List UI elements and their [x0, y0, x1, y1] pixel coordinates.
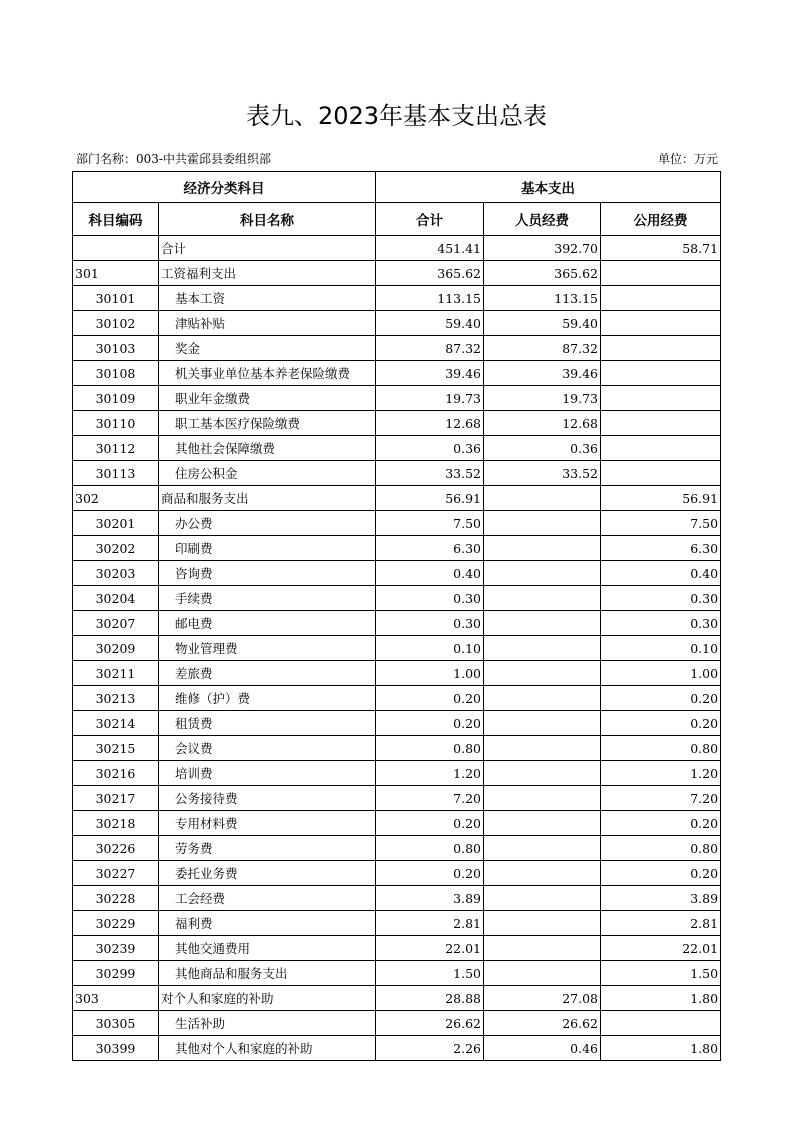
- row-public: 1.80: [601, 986, 721, 1011]
- table-row: [73, 661, 721, 686]
- row-total: 0.10: [376, 636, 484, 661]
- row-public: 3.89: [601, 886, 721, 911]
- table-row: [73, 836, 721, 861]
- row-name: 差旅费: [159, 661, 376, 686]
- row-public: 22.01: [601, 936, 721, 961]
- row-name: 其他对个人和家庭的补助: [159, 1036, 376, 1061]
- row-total: 7.50: [376, 511, 484, 536]
- row-total: 0.20: [376, 811, 484, 836]
- row-personnel: 27.08: [484, 986, 601, 1011]
- table-row: [73, 311, 721, 336]
- row-code: 302: [73, 486, 159, 511]
- row-personnel: 0.46: [484, 1036, 601, 1061]
- page-title: 表九、2023年基本支出总表: [245, 102, 548, 130]
- row-name: 办公费: [159, 511, 376, 536]
- table-row: [73, 511, 721, 536]
- row-total: 0.30: [376, 586, 484, 611]
- row-code: 30204: [73, 586, 159, 611]
- row-public: [601, 286, 721, 311]
- row-total: 0.40: [376, 561, 484, 586]
- row-personnel: [484, 661, 601, 686]
- row-personnel: [484, 561, 601, 586]
- row-total: 33.52: [376, 461, 484, 486]
- row-name: 租赁费: [159, 711, 376, 736]
- row-code: 30209: [73, 636, 159, 661]
- row-code: 303: [73, 986, 159, 1011]
- row-personnel: [484, 761, 601, 786]
- basic-expense-table: [72, 171, 721, 1061]
- header-total: 合计: [376, 203, 484, 236]
- row-personnel: [484, 736, 601, 761]
- row-total: 0.80: [376, 836, 484, 861]
- row-code: 30217: [73, 786, 159, 811]
- table-body: [73, 236, 721, 1061]
- row-public: 2.81: [601, 911, 721, 936]
- row-name: 其他交通费用: [159, 936, 376, 961]
- row-total: 59.40: [376, 311, 484, 336]
- row-code: 30226: [73, 836, 159, 861]
- row-personnel: 26.62: [484, 1011, 601, 1036]
- row-name: 维修（护）费: [159, 686, 376, 711]
- row-code: 30239: [73, 936, 159, 961]
- row-code: 30110: [73, 411, 159, 436]
- row-personnel: [484, 636, 601, 661]
- row-public: 7.50: [601, 511, 721, 536]
- row-public: 0.80: [601, 836, 721, 861]
- header-code: 科目编码: [73, 203, 159, 236]
- row-code: 30202: [73, 536, 159, 561]
- row-public: [601, 461, 721, 486]
- row-total: 6.30: [376, 536, 484, 561]
- table-row: [73, 936, 721, 961]
- row-name: 机关事业单位基本养老保险缴费: [159, 361, 376, 386]
- row-code: 30229: [73, 911, 159, 936]
- row-personnel: 19.73: [484, 386, 601, 411]
- row-personnel: 365.62: [484, 261, 601, 286]
- row-personnel: [484, 886, 601, 911]
- row-name: 商品和服务支出: [159, 486, 376, 511]
- unit-label: 单位：万元: [657, 152, 718, 166]
- row-name: 福利费: [159, 911, 376, 936]
- row-total: 0.80: [376, 736, 484, 761]
- row-public: 0.20: [601, 861, 721, 886]
- row-code: 30213: [73, 686, 159, 711]
- table-row: [73, 286, 721, 311]
- row-name: 委托业务费: [159, 861, 376, 886]
- row-personnel: [484, 836, 601, 861]
- table-row: [73, 436, 721, 461]
- row-public: [601, 336, 721, 361]
- row-public: 1.80: [601, 1036, 721, 1061]
- row-total: 0.20: [376, 861, 484, 886]
- header-basic-expense: 基本支出: [376, 172, 721, 203]
- row-code: 30113: [73, 461, 159, 486]
- table-row: [73, 711, 721, 736]
- row-public: 1.20: [601, 761, 721, 786]
- row-name: 基本工资: [159, 286, 376, 311]
- row-public: 0.20: [601, 711, 721, 736]
- row-total: 12.68: [376, 411, 484, 436]
- header-row-2: [73, 203, 721, 236]
- table-row: [73, 686, 721, 711]
- row-name: 手续费: [159, 586, 376, 611]
- row-personnel: 87.32: [484, 336, 601, 361]
- row-name: 专用材料费: [159, 811, 376, 836]
- row-name: 其他商品和服务支出: [159, 961, 376, 986]
- row-total: 26.62: [376, 1011, 484, 1036]
- table-row: [73, 261, 721, 286]
- row-name: 生活补助: [159, 1011, 376, 1036]
- row-code: 30227: [73, 861, 159, 886]
- row-public: 7.20: [601, 786, 721, 811]
- row-total: 1.20: [376, 761, 484, 786]
- row-public: [601, 386, 721, 411]
- row-name: 津贴补贴: [159, 311, 376, 336]
- table-row: [73, 811, 721, 836]
- row-personnel: [484, 536, 601, 561]
- row-total: 19.73: [376, 386, 484, 411]
- row-personnel: [484, 811, 601, 836]
- row-public: [601, 311, 721, 336]
- row-personnel: [484, 611, 601, 636]
- header-econ-class: 经济分类科目: [73, 172, 376, 203]
- table-row: [73, 561, 721, 586]
- row-total: 1.00: [376, 661, 484, 686]
- row-code: 30216: [73, 761, 159, 786]
- row-personnel: [484, 911, 601, 936]
- row-personnel: [484, 711, 601, 736]
- row-name: 邮电费: [159, 611, 376, 636]
- row-public: 56.91: [601, 486, 721, 511]
- row-total: 39.46: [376, 361, 484, 386]
- row-code: 30211: [73, 661, 159, 686]
- row-code: 30215: [73, 736, 159, 761]
- row-code: 30108: [73, 361, 159, 386]
- row-public: [601, 1011, 721, 1036]
- row-total: 3.89: [376, 886, 484, 911]
- table-row: [73, 986, 721, 1011]
- table-row: [73, 236, 721, 261]
- table-row: [73, 361, 721, 386]
- row-name: 会议费: [159, 736, 376, 761]
- row-name: 工资福利支出: [159, 261, 376, 286]
- row-total: 87.32: [376, 336, 484, 361]
- table-row: [73, 886, 721, 911]
- row-public: 0.30: [601, 611, 721, 636]
- table-row: [73, 411, 721, 436]
- row-personnel: 0.36: [484, 436, 601, 461]
- row-name: 对个人和家庭的补助: [159, 986, 376, 1011]
- row-code: 30112: [73, 436, 159, 461]
- row-public: 0.30: [601, 586, 721, 611]
- row-total: 0.36: [376, 436, 484, 461]
- row-public: 1.50: [601, 961, 721, 986]
- table-row: [73, 461, 721, 486]
- row-code: 30399: [73, 1036, 159, 1061]
- table-row: [73, 911, 721, 936]
- header-personnel: 人员经费: [484, 203, 601, 236]
- row-code: 301: [73, 261, 159, 286]
- table-row: [73, 636, 721, 661]
- row-total: 7.20: [376, 786, 484, 811]
- table-row: [73, 786, 721, 811]
- row-public: 0.20: [601, 811, 721, 836]
- row-total: 0.20: [376, 711, 484, 736]
- row-code: 30299: [73, 961, 159, 986]
- row-public: 0.10: [601, 636, 721, 661]
- row-public: [601, 361, 721, 386]
- row-total: 2.81: [376, 911, 484, 936]
- table-row: [73, 386, 721, 411]
- row-public: 1.00: [601, 661, 721, 686]
- row-total: 113.15: [376, 286, 484, 311]
- table-row: [73, 1036, 721, 1061]
- row-code: 30102: [73, 311, 159, 336]
- row-total: 22.01: [376, 936, 484, 961]
- row-code: 30201: [73, 511, 159, 536]
- row-total: 0.30: [376, 611, 484, 636]
- row-public: 0.80: [601, 736, 721, 761]
- row-personnel: [484, 511, 601, 536]
- row-name: 公务接待费: [159, 786, 376, 811]
- row-total: 28.88: [376, 986, 484, 1011]
- department-name: 部门名称：003-中共霍邱县委组织部: [76, 152, 271, 166]
- row-total: 1.50: [376, 961, 484, 986]
- row-code: 30103: [73, 336, 159, 361]
- row-personnel: [484, 936, 601, 961]
- row-name: 奖金: [159, 336, 376, 361]
- table-row: [73, 861, 721, 886]
- row-code: [73, 236, 159, 261]
- row-public: [601, 411, 721, 436]
- row-name: 合计: [159, 236, 376, 261]
- row-code: 30218: [73, 811, 159, 836]
- row-code: 30228: [73, 886, 159, 911]
- row-personnel: [484, 586, 601, 611]
- row-code: 30214: [73, 711, 159, 736]
- row-name: 其他社会保障缴费: [159, 436, 376, 461]
- row-name: 印刷费: [159, 536, 376, 561]
- row-total: 451.41: [376, 236, 484, 261]
- row-code: 30101: [73, 286, 159, 311]
- row-name: 咨询费: [159, 561, 376, 586]
- row-personnel: [484, 961, 601, 986]
- row-public: [601, 261, 721, 286]
- table-row: [73, 336, 721, 361]
- row-public: 0.20: [601, 686, 721, 711]
- row-total: 365.62: [376, 261, 484, 286]
- row-total: 2.26: [376, 1036, 484, 1061]
- row-public: 58.71: [601, 236, 721, 261]
- row-code: 30203: [73, 561, 159, 586]
- row-personnel: 12.68: [484, 411, 601, 436]
- row-public: 6.30: [601, 536, 721, 561]
- row-personnel: [484, 486, 601, 511]
- row-total: 56.91: [376, 486, 484, 511]
- row-personnel: 113.15: [484, 286, 601, 311]
- row-public: 0.40: [601, 561, 721, 586]
- table-row: [73, 1011, 721, 1036]
- row-personnel: 59.40: [484, 311, 601, 336]
- row-personnel: 33.52: [484, 461, 601, 486]
- row-personnel: 39.46: [484, 361, 601, 386]
- row-code: 30305: [73, 1011, 159, 1036]
- row-personnel: [484, 686, 601, 711]
- row-personnel: [484, 786, 601, 811]
- row-name: 职业年金缴费: [159, 386, 376, 411]
- table-row: [73, 486, 721, 511]
- table-row: [73, 586, 721, 611]
- row-code: 30207: [73, 611, 159, 636]
- row-public: [601, 436, 721, 461]
- row-total: 0.20: [376, 686, 484, 711]
- table-row: [73, 536, 721, 561]
- row-name: 住房公积金: [159, 461, 376, 486]
- row-code: 30109: [73, 386, 159, 411]
- row-personnel: [484, 861, 601, 886]
- row-name: 职工基本医疗保险缴费: [159, 411, 376, 436]
- row-name: 工会经费: [159, 886, 376, 911]
- table-row: [73, 761, 721, 786]
- header-public: 公用经费: [601, 203, 721, 236]
- header-name: 科目名称: [159, 203, 376, 236]
- header-row-1: [73, 172, 721, 203]
- row-name: 物业管理费: [159, 636, 376, 661]
- row-name: 劳务费: [159, 836, 376, 861]
- table-row: [73, 736, 721, 761]
- row-personnel: 392.70: [484, 236, 601, 261]
- row-name: 培训费: [159, 761, 376, 786]
- table-row: [73, 611, 721, 636]
- table-row: [73, 961, 721, 986]
